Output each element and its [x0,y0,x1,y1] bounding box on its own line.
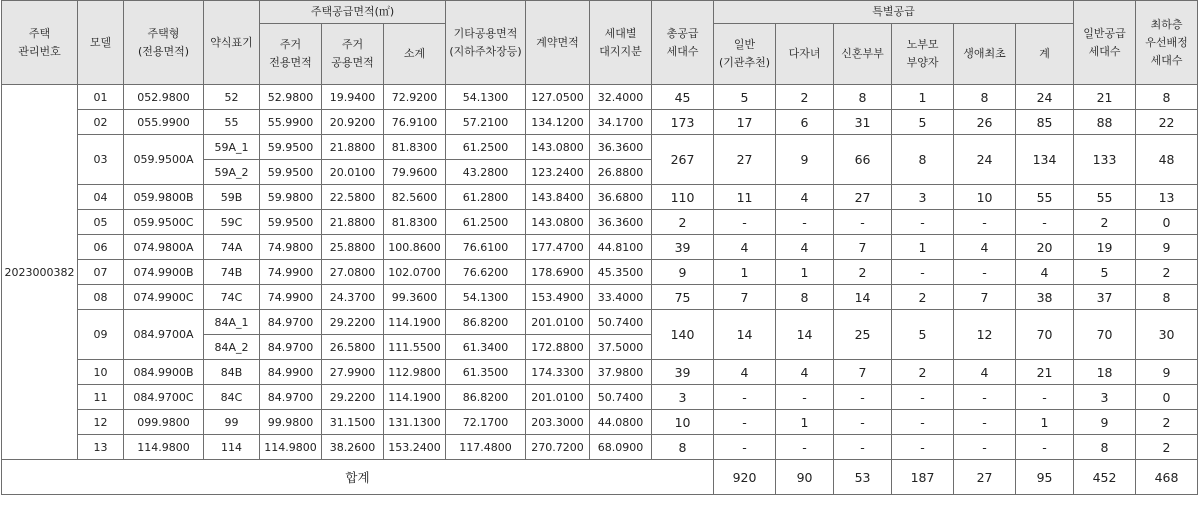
special-general-cell: 14 [714,310,776,360]
newlywed-cell: - [834,410,892,435]
general-supply-cell: 3 [1074,385,1136,410]
subtotal-cell: 81.8300 [384,135,446,160]
first-time-cell: 24 [954,135,1016,185]
short-label-cell: 74C [204,285,260,310]
land-share-cell: 68.0900 [590,435,652,460]
subtotal-cell: 72.9200 [384,85,446,110]
table-row [2,260,1198,285]
residential-exclusive-cell: 59.9500 [260,135,322,160]
contract-area-cell: 201.0100 [526,385,590,410]
general-supply-cell: 21 [1074,85,1136,110]
header-house-type: 주택형 (전용면적) [124,1,204,85]
model-cell: 12 [78,410,124,435]
land-share-cell: 50.7400 [590,310,652,335]
table-row [2,85,1198,110]
header-model: 모델 [78,1,124,85]
other-common-cell: 76.6100 [446,235,526,260]
table-row [2,235,1198,260]
contract-area-cell: 143.8400 [526,185,590,210]
general-supply-cell: 55 [1074,185,1136,210]
multi-child-cell: - [776,385,834,410]
first-time-cell: 12 [954,310,1016,360]
subtotal-cell: 81.8300 [384,210,446,235]
other-common-cell: 54.1300 [446,85,526,110]
residential-exclusive-cell: 55.9900 [260,110,322,135]
newlywed-cell: 31 [834,110,892,135]
short-label-cell: 59A_1 [204,135,260,160]
residential-exclusive-cell: 84.9700 [260,310,322,335]
special-sum-cell: 85 [1016,110,1074,135]
first-time-cell: 8 [954,85,1016,110]
residential-common-cell: 22.5800 [322,185,384,210]
totals-first-time: 95 [1016,460,1074,495]
short-label-cell: 99 [204,410,260,435]
total-supply-cell: 267 [652,135,714,185]
other-common-cell: 61.2500 [446,135,526,160]
model-cell: 13 [78,435,124,460]
special-sum-cell: - [1016,385,1074,410]
total-supply-cell: 140 [652,310,714,360]
multi-child-cell: 9 [776,135,834,185]
residential-exclusive-cell: 59.9500 [260,160,322,185]
subtotal-cell: 114.1900 [384,310,446,335]
multi-child-cell: - [776,210,834,235]
elderly-parent-cell: - [892,210,954,235]
housing-supply-table [1,0,1198,495]
model-cell: 07 [78,260,124,285]
top-floor-cell: 8 [1136,285,1198,310]
special-general-cell: - [714,385,776,410]
header-special-general: 일반 (기관추천) [714,24,776,85]
house-type-cell: 074.9800A [124,235,204,260]
land-share-cell: 44.0800 [590,410,652,435]
top-floor-cell: 22 [1136,110,1198,135]
model-cell: 02 [78,110,124,135]
elderly-parent-cell: 8 [892,135,954,185]
header-top-floor-priority: 최하층 우선배정 세대수 [1136,1,1198,85]
first-time-cell: 4 [954,360,1016,385]
land-share-cell: 45.3500 [590,260,652,285]
residential-exclusive-cell: 59.9800 [260,185,322,210]
residential-common-cell: 20.9200 [322,110,384,135]
total-supply-cell: 10 [652,410,714,435]
first-time-cell: - [954,210,1016,235]
residential-common-cell: 25.8800 [322,235,384,260]
table-header [2,1,1198,85]
total-supply-cell: 3 [652,385,714,410]
multi-child-cell: - [776,435,834,460]
table-row [2,110,1198,135]
other-common-cell: 43.2800 [446,160,526,185]
first-time-cell: 7 [954,285,1016,310]
land-share-cell: 33.4000 [590,285,652,310]
subtotal-cell: 79.9600 [384,160,446,185]
special-general-cell: 1 [714,260,776,285]
top-floor-cell: 0 [1136,385,1198,410]
total-supply-cell: 45 [652,85,714,110]
other-common-cell: 76.6200 [446,260,526,285]
elderly-parent-cell: 2 [892,360,954,385]
special-general-cell: - [714,435,776,460]
short-label-cell: 84A_1 [204,310,260,335]
special-sum-cell: 21 [1016,360,1074,385]
header-short-label: 약식표기 [204,1,260,85]
house-type-cell: 084.9700C [124,385,204,410]
contract-area-cell: 201.0100 [526,310,590,335]
subtotal-cell: 76.9100 [384,110,446,135]
top-floor-cell: 0 [1136,210,1198,235]
contract-area-cell: 153.4900 [526,285,590,310]
residential-exclusive-cell: 114.9800 [260,435,322,460]
top-floor-cell: 9 [1136,360,1198,385]
model-cell: 03 [78,135,124,185]
general-supply-cell: 70 [1074,310,1136,360]
residential-common-cell: 38.2600 [322,435,384,460]
special-sum-cell: 4 [1016,260,1074,285]
other-common-cell: 117.4800 [446,435,526,460]
contract-area-cell: 178.6900 [526,260,590,285]
first-time-cell: 26 [954,110,1016,135]
residential-common-cell: 21.8800 [322,210,384,235]
model-cell: 01 [78,85,124,110]
model-cell: 04 [78,185,124,210]
total-supply-cell: 75 [652,285,714,310]
residential-exclusive-cell: 52.9800 [260,85,322,110]
header-newlywed: 신혼부부 [834,24,892,85]
model-cell: 10 [78,360,124,385]
header-subtotal: 소계 [384,24,446,85]
elderly-parent-cell: 1 [892,85,954,110]
elderly-parent-cell: - [892,385,954,410]
totals-newlywed: 187 [892,460,954,495]
newlywed-cell: 2 [834,260,892,285]
house-type-cell: 059.9500C [124,210,204,235]
general-supply-cell: 133 [1074,135,1136,185]
land-share-cell: 36.3600 [590,135,652,160]
subtotal-cell: 131.1300 [384,410,446,435]
model-cell: 05 [78,210,124,235]
special-sum-cell: 38 [1016,285,1074,310]
table-row [2,360,1198,385]
special-sum-cell: 20 [1016,235,1074,260]
newlywed-cell: 66 [834,135,892,185]
contract-area-cell: 203.3000 [526,410,590,435]
first-time-cell: - [954,260,1016,285]
general-supply-cell: 2 [1074,210,1136,235]
special-sum-cell: 70 [1016,310,1074,360]
first-time-cell: 4 [954,235,1016,260]
first-time-cell: - [954,435,1016,460]
other-common-cell: 54.1300 [446,285,526,310]
table-row [2,410,1198,435]
other-common-cell: 72.1700 [446,410,526,435]
general-supply-cell: 9 [1074,410,1136,435]
totals-special-general: 90 [776,460,834,495]
house-type-cell: 084.9900B [124,360,204,385]
short-label-cell: 74A [204,235,260,260]
short-label-cell: 74B [204,260,260,285]
model-cell: 09 [78,310,124,360]
newlywed-cell: 14 [834,285,892,310]
header-other-common: 기타공용면적 (지하주차장등) [446,1,526,85]
multi-child-cell: 2 [776,85,834,110]
total-supply-cell: 39 [652,235,714,260]
subtotal-cell: 102.0700 [384,260,446,285]
header-general-supply: 일반공급 세대수 [1074,1,1136,85]
newlywed-cell: 25 [834,310,892,360]
house-type-cell: 114.9800 [124,435,204,460]
total-supply-cell: 173 [652,110,714,135]
land-share-cell: 34.1700 [590,110,652,135]
special-sum-cell: - [1016,210,1074,235]
residential-common-cell: 27.9900 [322,360,384,385]
special-general-cell: - [714,210,776,235]
subtotal-cell: 114.1900 [384,385,446,410]
special-general-cell: - [714,410,776,435]
newlywed-cell: 7 [834,360,892,385]
top-floor-cell: 13 [1136,185,1198,210]
header-total-supply: 총공급 세대수 [652,1,714,85]
special-sum-cell: 24 [1016,85,1074,110]
header-contract-area: 계약면적 [526,1,590,85]
short-label-cell: 59B [204,185,260,210]
general-supply-cell: 37 [1074,285,1136,310]
model-cell: 06 [78,235,124,260]
contract-area-cell: 174.3300 [526,360,590,385]
land-share-cell: 44.8100 [590,235,652,260]
totals-multi-child: 53 [834,460,892,495]
other-common-cell: 61.2800 [446,185,526,210]
table-row [2,285,1198,310]
subtotal-cell: 112.9800 [384,360,446,385]
residential-common-cell: 21.8800 [322,135,384,160]
general-supply-cell: 8 [1074,435,1136,460]
total-supply-cell: 39 [652,360,714,385]
residential-exclusive-cell: 74.9900 [260,260,322,285]
short-label-cell: 52 [204,85,260,110]
header-residential-common: 주거 공용면적 [322,24,384,85]
table-footer [2,460,1198,495]
top-floor-cell: 9 [1136,235,1198,260]
residential-common-cell: 19.9400 [322,85,384,110]
multi-child-cell: 8 [776,285,834,310]
table-row [2,310,1198,335]
land-share-cell: 37.5000 [590,335,652,360]
short-label-cell: 114 [204,435,260,460]
contract-area-cell: 143.0800 [526,135,590,160]
general-supply-cell: 18 [1074,360,1136,385]
residential-common-cell: 29.2200 [322,385,384,410]
elderly-parent-cell: 2 [892,285,954,310]
land-share-cell: 36.6800 [590,185,652,210]
total-supply-cell: 2 [652,210,714,235]
elderly-parent-cell: 3 [892,185,954,210]
other-common-cell: 61.2500 [446,210,526,235]
top-floor-cell: 30 [1136,310,1198,360]
first-time-cell: 10 [954,185,1016,210]
short-label-cell: 84B [204,360,260,385]
house-type-cell: 059.9800B [124,185,204,210]
residential-common-cell: 27.0800 [322,260,384,285]
elderly-parent-cell: - [892,410,954,435]
total-supply-cell: 9 [652,260,714,285]
multi-child-cell: 4 [776,360,834,385]
residential-common-cell: 29.2200 [322,310,384,335]
total-supply-cell: 110 [652,185,714,210]
house-type-cell: 084.9700A [124,310,204,360]
header-land-share: 세대별 대지지분 [590,1,652,85]
residential-exclusive-cell: 84.9700 [260,335,322,360]
residential-exclusive-cell: 59.9500 [260,210,322,235]
contract-area-cell: 270.7200 [526,435,590,460]
first-time-cell: - [954,410,1016,435]
contract-area-cell: 127.0500 [526,85,590,110]
land-share-cell: 36.3600 [590,210,652,235]
table-row [2,185,1198,210]
total-supply-cell: 8 [652,435,714,460]
header-special-supply-group: 특별공급 [714,1,1074,24]
mgmt-number-cell: 2023000382 [2,85,78,460]
header-first-time: 생애최초 [954,24,1016,85]
totals-elderly-parent: 27 [954,460,1016,495]
table-row [2,435,1198,460]
elderly-parent-cell: 5 [892,310,954,360]
other-common-cell: 57.2100 [446,110,526,135]
land-share-cell: 50.7400 [590,385,652,410]
totals-general-supply: 468 [1136,460,1198,495]
multi-child-cell: 14 [776,310,834,360]
other-common-cell: 61.3400 [446,335,526,360]
special-general-cell: 27 [714,135,776,185]
house-type-cell: 055.9900 [124,110,204,135]
header-mgmt-no: 주택 관리번호 [2,1,78,85]
table-row [2,385,1198,410]
header-elderly-parent: 노부모 부양자 [892,24,954,85]
short-label-cell: 84C [204,385,260,410]
residential-exclusive-cell: 74.9900 [260,285,322,310]
newlywed-cell: - [834,210,892,235]
special-general-cell: 11 [714,185,776,210]
land-share-cell: 26.8800 [590,160,652,185]
newlywed-cell: - [834,385,892,410]
totals-row [2,460,1198,495]
header-special-total: 계 [1016,24,1074,85]
residential-exclusive-cell: 99.9800 [260,410,322,435]
residential-common-cell: 31.1500 [322,410,384,435]
subtotal-cell: 153.2400 [384,435,446,460]
contract-area-cell: 123.2400 [526,160,590,185]
totals-label: 합계 [2,460,714,495]
table-row [2,210,1198,235]
short-label-cell: 59A_2 [204,160,260,185]
model-cell: 11 [78,385,124,410]
totals-total-supply: 920 [714,460,776,495]
multi-child-cell: 4 [776,235,834,260]
special-general-cell: 4 [714,235,776,260]
subtotal-cell: 99.3600 [384,285,446,310]
elderly-parent-cell: 1 [892,235,954,260]
short-label-cell: 59C [204,210,260,235]
special-sum-cell: 134 [1016,135,1074,185]
subtotal-cell: 111.5500 [384,335,446,360]
table-row [2,135,1198,160]
multi-child-cell: 4 [776,185,834,210]
header-supply-area-group: 주택공급면적(㎡) [260,1,446,24]
totals-special-sum: 452 [1074,460,1136,495]
multi-child-cell: 1 [776,260,834,285]
newlywed-cell: 7 [834,235,892,260]
top-floor-cell: 2 [1136,410,1198,435]
top-floor-cell: 2 [1136,260,1198,285]
residential-exclusive-cell: 84.9700 [260,385,322,410]
house-type-cell: 059.9500A [124,135,204,185]
short-label-cell: 84A_2 [204,335,260,360]
contract-area-cell: 172.8800 [526,335,590,360]
house-type-cell: 074.9900C [124,285,204,310]
short-label-cell: 55 [204,110,260,135]
house-type-cell: 052.9800 [124,85,204,110]
contract-area-cell: 134.1200 [526,110,590,135]
newlywed-cell: 27 [834,185,892,210]
special-sum-cell: 1 [1016,410,1074,435]
multi-child-cell: 6 [776,110,834,135]
general-supply-cell: 88 [1074,110,1136,135]
model-cell: 08 [78,285,124,310]
top-floor-cell: 2 [1136,435,1198,460]
house-type-cell: 099.9800 [124,410,204,435]
newlywed-cell: 8 [834,85,892,110]
elderly-parent-cell: 5 [892,110,954,135]
special-sum-cell: - [1016,435,1074,460]
multi-child-cell: 1 [776,410,834,435]
top-floor-cell: 8 [1136,85,1198,110]
general-supply-cell: 19 [1074,235,1136,260]
residential-common-cell: 20.0100 [322,160,384,185]
elderly-parent-cell: - [892,435,954,460]
other-common-cell: 61.3500 [446,360,526,385]
header-residential-exclusive: 주거 전용면적 [260,24,322,85]
land-share-cell: 37.9800 [590,360,652,385]
special-general-cell: 17 [714,110,776,135]
land-share-cell: 32.4000 [590,85,652,110]
special-sum-cell: 55 [1016,185,1074,210]
general-supply-cell: 5 [1074,260,1136,285]
subtotal-cell: 82.5600 [384,185,446,210]
special-general-cell: 4 [714,360,776,385]
subtotal-cell: 100.8600 [384,235,446,260]
special-general-cell: 7 [714,285,776,310]
header-multi-child: 다자녀 [776,24,834,85]
other-common-cell: 86.8200 [446,385,526,410]
newlywed-cell: - [834,435,892,460]
other-common-cell: 86.8200 [446,310,526,335]
elderly-parent-cell: - [892,260,954,285]
house-type-cell: 074.9900B [124,260,204,285]
special-general-cell: 5 [714,85,776,110]
residential-exclusive-cell: 84.9900 [260,360,322,385]
residential-common-cell: 24.3700 [322,285,384,310]
contract-area-cell: 177.4700 [526,235,590,260]
residential-exclusive-cell: 74.9800 [260,235,322,260]
table-body [2,85,1198,460]
contract-area-cell: 143.0800 [526,210,590,235]
first-time-cell: - [954,385,1016,410]
top-floor-cell: 48 [1136,135,1198,185]
residential-common-cell: 26.5800 [322,335,384,360]
